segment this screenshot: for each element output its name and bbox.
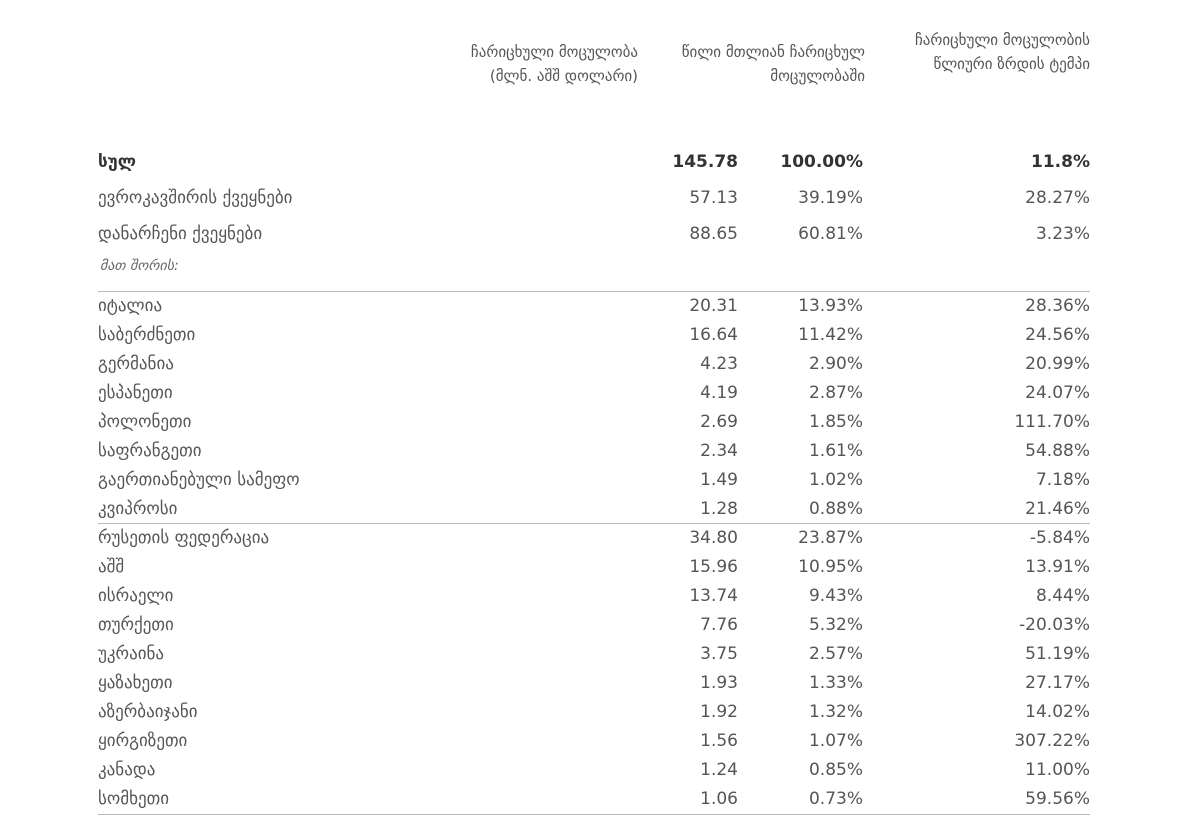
table-row [98,184,1090,212]
volume-cell: 2.34 [700,441,738,461]
share-cell: 1.85% [808,412,863,432]
growth-cell: 28.36% [1025,296,1090,316]
country-name: აზერბაიჯანი [98,702,198,722]
table-row [98,495,1090,523]
growth-cell: -20.03% [1019,615,1090,635]
share-cell: 10.95% [798,557,863,577]
country-name: ევროკავშირის ქვეყნები [98,188,293,208]
volume-cell: 57.13 [689,188,738,208]
country-name: აშშ [98,557,125,577]
volume-cell: 13.74 [689,586,738,606]
growth-cell: 307.22% [1014,731,1090,751]
country-name: უკრაინა [98,644,165,664]
volume-cell: 34.80 [689,528,738,548]
volume-cell: 145.78 [672,152,738,172]
share-cell: 9.43% [808,586,863,606]
growth-cell: 51.19% [1025,644,1090,664]
share-cell: 100.00% [780,152,863,172]
table-row [98,640,1090,668]
volume-cell: 4.19 [700,383,738,403]
divider-bottom [98,814,1090,815]
share-cell: 1.07% [808,731,863,751]
share-cell: 0.88% [808,499,863,519]
growth-cell: 27.17% [1025,673,1090,693]
table-row [98,553,1090,581]
volume-cell: 4.23 [700,354,738,374]
volume-cell: 1.49 [700,470,738,490]
table-row [98,350,1090,378]
table-row [98,437,1090,465]
volume-cell: 15.96 [689,557,738,577]
share-cell: 5.32% [808,615,863,635]
share-cell: 39.19% [798,188,863,208]
share-cell: 60.81% [798,224,863,244]
table-row [98,466,1090,494]
table-row [98,756,1090,784]
growth-cell: 111.70% [1014,412,1090,432]
growth-cell: 14.02% [1025,702,1090,722]
volume-cell: 20.31 [689,296,738,316]
country-name: სულ [98,152,136,172]
growth-cell: 21.46% [1025,499,1090,519]
volume-cell: 3.75 [700,644,738,664]
country-name: პოლონეთი [98,412,192,432]
volume-cell: 1.06 [700,789,738,809]
country-name: სომხეთი [98,789,170,809]
table-row [98,727,1090,755]
volume-cell: 7.76 [700,615,738,635]
table-row [98,611,1090,639]
country-name: კვიპროსი [98,499,178,519]
table-row [98,220,1090,248]
share-cell: 2.87% [808,383,863,403]
share-cell: 23.87% [798,528,863,548]
volume-cell: 1.93 [700,673,738,693]
country-name: ყაზახეთი [98,673,173,693]
share-cell: 1.33% [808,673,863,693]
share-cell: 2.90% [808,354,863,374]
share-cell: 13.93% [798,296,863,316]
country-name: კანადა [98,760,156,780]
growth-cell: -5.84% [1029,528,1090,548]
share-cell: 1.32% [808,702,863,722]
growth-cell: 54.88% [1025,441,1090,461]
growth-cell: 13.91% [1025,557,1090,577]
table-row [98,785,1090,813]
volume-cell: 88.65 [689,224,738,244]
country-name: რუსეთის ფედერაცია [98,528,270,548]
table-row [98,698,1090,726]
share-cell: 11.42% [798,325,863,345]
table-row [98,321,1090,349]
growth-cell: 8.44% [1035,586,1090,606]
country-name: გერმანია [98,354,174,374]
country-name: ყირგიზეთი [98,731,188,751]
country-name: თურქეთი [98,615,174,635]
country-name: ესპანეთი [98,383,173,403]
country-name: დანარჩენი ქვეყნები [98,224,263,244]
header-share: წილი მთლიან ჩარიცხულ მოცულობაში [681,43,865,85]
volume-cell: 2.69 [700,412,738,432]
share-cell: 0.85% [808,760,863,780]
table-row [98,148,1090,176]
volume-cell: 1.92 [700,702,738,722]
share-cell: 1.61% [808,441,863,461]
country-name: საფრანგეთი [98,441,202,461]
growth-cell: 20.99% [1025,354,1090,374]
table-row [98,292,1090,320]
country-name: გაერთიანებული სამეფო [98,470,300,490]
growth-cell: 28.27% [1025,188,1090,208]
growth-cell: 11.8% [1031,152,1090,172]
header-growth: ჩარიცხული მოცულობის წლიური ზრდის ტემპი [914,31,1090,73]
subnote: მათ შორის: [100,258,179,274]
table-row [98,524,1090,552]
growth-cell: 11.00% [1025,760,1090,780]
share-cell: 2.57% [808,644,863,664]
country-name: იტალია [98,296,163,316]
growth-cell: 7.18% [1035,470,1090,490]
header-volume: ჩარიცხული მოცულობა (მლნ. აშშ დოლარი) [470,43,638,85]
growth-cell: 24.07% [1025,383,1090,403]
table-row [98,408,1090,436]
share-cell: 1.02% [808,470,863,490]
volume-cell: 1.24 [700,760,738,780]
share-cell: 0.73% [808,789,863,809]
table-row [98,582,1090,610]
country-name: საბერძნეთი [98,325,196,345]
growth-cell: 24.56% [1025,325,1090,345]
country-name: ისრაელი [98,586,174,606]
table-row [98,669,1090,697]
volume-cell: 1.56 [700,731,738,751]
growth-cell: 3.23% [1035,224,1090,244]
growth-cell: 59.56% [1025,789,1090,809]
volume-cell: 1.28 [700,499,738,519]
table-row [98,379,1090,407]
volume-cell: 16.64 [689,325,738,345]
